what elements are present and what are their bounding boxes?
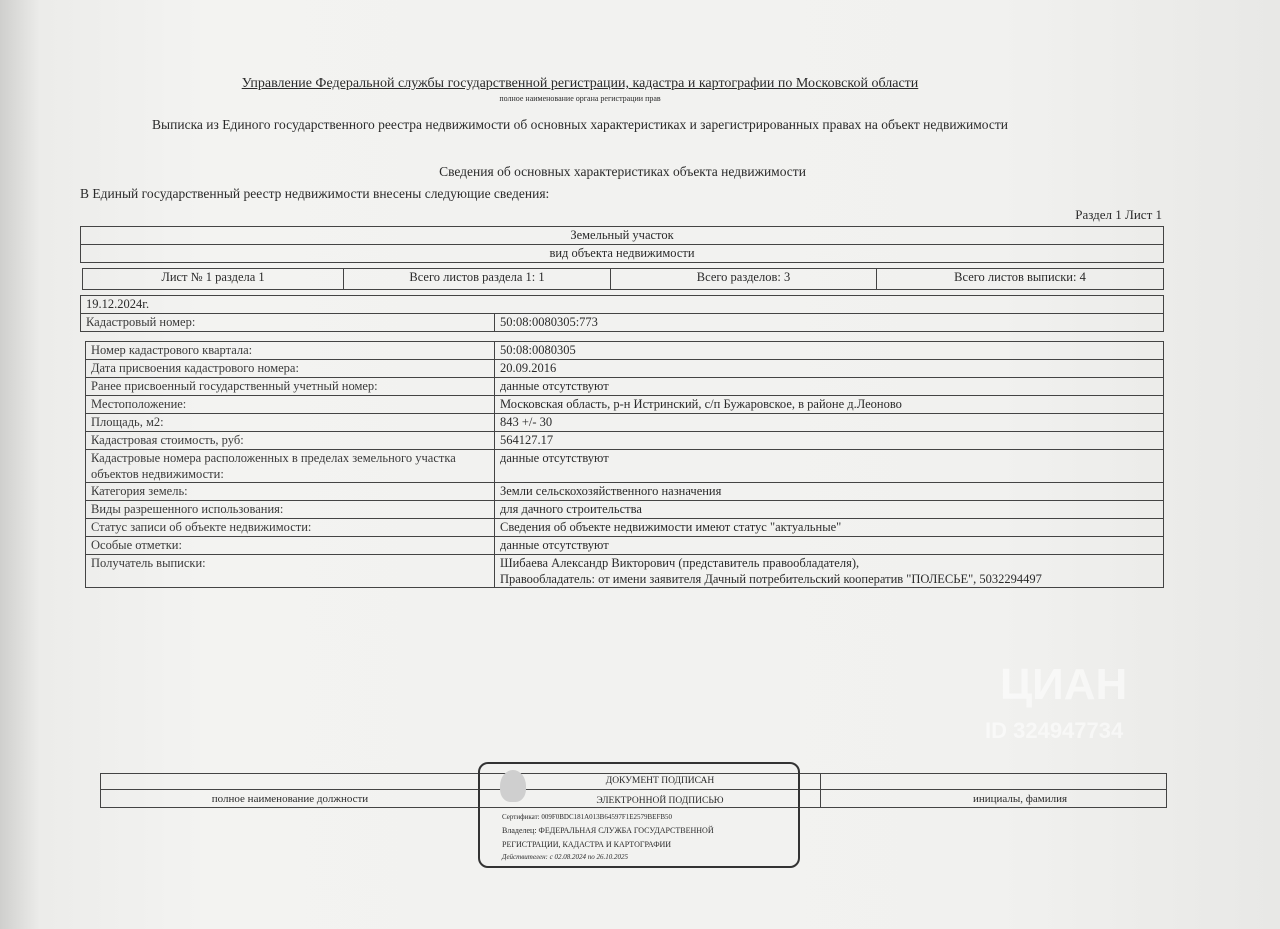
row-value-text: данные отсутствуют: [500, 451, 609, 465]
row-value-text: 564127.17: [500, 433, 554, 447]
watermark-brand: ЦИАН: [1000, 660, 1128, 709]
certificate: Сертификат: 009F0BDC181A013B64597F1E2579BEFB50: [502, 813, 673, 821]
document-subtitle: Сведения об основных характеристиках объекта недвижимости: [439, 164, 806, 179]
owner: Владелец: ФЕДЕРАЛЬНАЯ СЛУЖБА ГОСУДАРСТВЕННОЙ: [502, 826, 714, 835]
row-value-text: 20.09.2016: [500, 361, 557, 375]
table-row: [86, 555, 1164, 588]
sheet-number: Лист № 1 раздела 1: [83, 269, 344, 290]
row-label: Площадь, м2:: [86, 414, 495, 432]
row-value: [495, 501, 1164, 519]
row-value-text: Шибаева Александр Викторович (представитель правообладателя),: [500, 556, 860, 570]
row-label: Статус записи об объекте недвижимости:: [86, 519, 495, 537]
row-value: [495, 396, 1164, 414]
row-label: Получатель выписки:: [86, 555, 495, 588]
table-row: [86, 342, 1164, 360]
row-value-text: для дачного строительства: [500, 502, 642, 516]
watermark-id: ID 324947734: [985, 718, 1124, 743]
table-row: [86, 519, 1164, 537]
row-value-text: данные отсутствуют: [500, 379, 609, 393]
total-sheets: Всего листов выписки: 4: [877, 269, 1164, 290]
validity: Действителен: с 02.08.2024 по 26.10.2025: [502, 853, 628, 861]
row-label: Номер кадастрового квартала:: [86, 342, 495, 360]
table-row: [86, 450, 1164, 483]
row-value: [495, 360, 1164, 378]
extract-date: 19.12.2024г.: [81, 296, 1164, 314]
row-label: Кадастровая стоимость, руб:: [86, 432, 495, 450]
owner-2: РЕГИСТРАЦИИ, КАДАСТРА И КАРТОГРАФИИ: [502, 840, 672, 849]
position-caption: полное наименование должности: [211, 793, 369, 805]
table-row: [86, 432, 1164, 450]
row-value: [495, 537, 1164, 555]
electronic-signature-stamp: [478, 762, 800, 868]
cadastral-value: 50:08:0080305:773: [495, 314, 1164, 332]
object-type-table: [80, 226, 1164, 263]
row-value: [495, 450, 1164, 483]
total-sections: Всего разделов: 3: [611, 269, 877, 290]
table-row: [86, 378, 1164, 396]
table-row: [86, 360, 1164, 378]
table-row: [86, 414, 1164, 432]
intro-text: В Единый государственный реестр недвижимости внесены следующие сведения:: [80, 186, 550, 201]
organ-name: Управление Федеральной службы государственной регистрации, кадастра и картографии по Московской области: [241, 76, 919, 91]
cadastral-label: Кадастровый номер:: [81, 314, 495, 332]
row-label: Особые отметки:: [86, 537, 495, 555]
row-value-text: 50:08:0080305: [500, 343, 576, 357]
row-value: [495, 432, 1164, 450]
row-value: [495, 342, 1164, 360]
table-row: [86, 537, 1164, 555]
cadastral-table: [80, 295, 1164, 332]
row-label: Местоположение:: [86, 396, 495, 414]
row-label: Виды разрешенного использования:: [86, 501, 495, 519]
row-value: [495, 519, 1164, 537]
characteristics-table: [85, 341, 1164, 588]
sheets-table: [82, 268, 1164, 290]
table-row: [86, 396, 1164, 414]
object-type-caption: вид объекта недвижимости: [81, 245, 1164, 263]
stamp-line1: ДОКУМЕНТ ПОДПИСАН: [605, 776, 715, 786]
document-title: Выписка из Единого государственного реестра недвижимости об основных характеристиках и зарегистрированных правах на объект недвижимости: [152, 117, 1008, 132]
row-value-text: данные отсутствуют: [500, 538, 609, 552]
row-value: [495, 555, 1164, 588]
row-value: [495, 483, 1164, 501]
object-type: Земельный участок: [81, 227, 1164, 245]
row-label: Дата присвоения кадастрового номера:: [86, 360, 495, 378]
row-label: Кадастровые номера расположенных в пределах земельного участка объектов недвижимости:: [86, 450, 495, 483]
row-value-text: Сведения об объекте недвижимости имеют статус "актуальные": [500, 520, 842, 534]
row-value-text: 843 +/- 30: [500, 415, 553, 429]
row-value-text: Московская область, р-н Истринский, с/п Бужаровское, в районе д.Леоново: [500, 397, 902, 411]
stamp-line2: ЭЛЕКТРОННОЙ ПОДПИСЬЮ: [596, 796, 724, 806]
section-label: Раздел 1 Лист 1: [1075, 207, 1162, 222]
row-value-text: Земли сельскохозяйственного назначения: [500, 484, 722, 498]
row-value: [495, 414, 1164, 432]
row-value: [495, 378, 1164, 396]
sheets-in-section: Всего листов раздела 1: 1: [344, 269, 611, 290]
table-row: [86, 501, 1164, 519]
emblem-icon: [500, 770, 526, 802]
row-value-text-2: Правообладатель: от имени заявителя Дачный потребительский кооператив "ПОЛЕСЬЕ", 5032294497: [500, 572, 1042, 586]
organ-caption: полное наименование органа регистрации прав: [499, 94, 661, 103]
row-label: Категория земель:: [86, 483, 495, 501]
table-row: [86, 483, 1164, 501]
name-caption: инициалы, фамилия: [972, 793, 1068, 805]
row-label: Ранее присвоенный государственный учетный номер:: [86, 378, 495, 396]
